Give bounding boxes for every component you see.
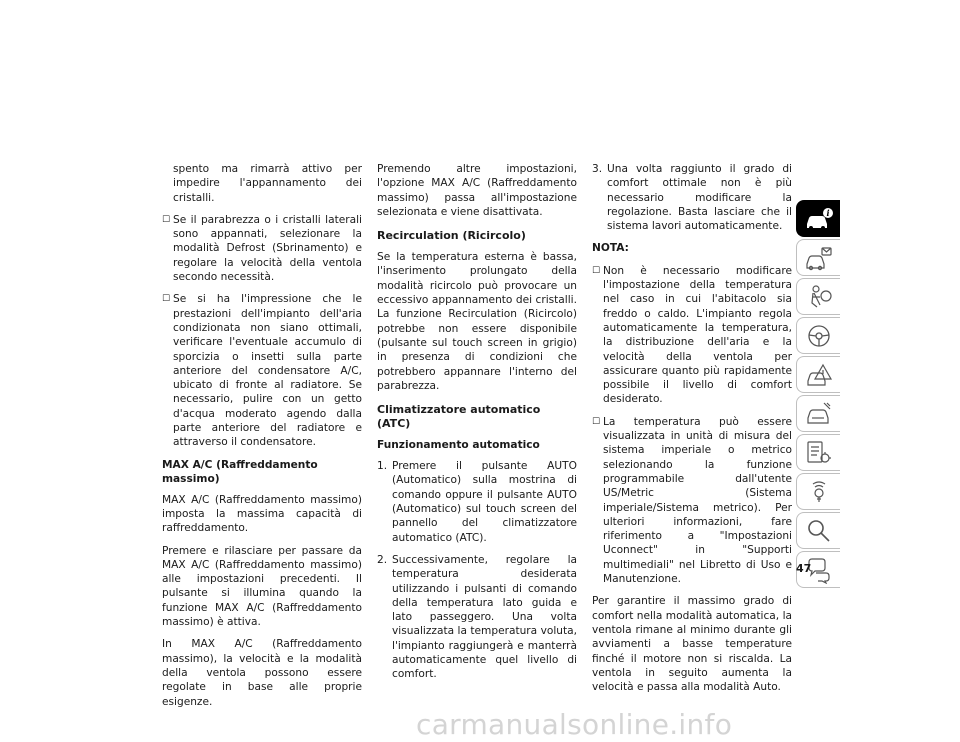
tab-car-service[interactable] xyxy=(796,395,840,432)
section-heading-max-ac: MAX A/C (Raffreddamento massimo) xyxy=(162,458,318,485)
paragraph-continuation: spento ma rimarrà attivo per impedire l'appannamento dei cristalli. xyxy=(173,163,362,204)
tab-multimedia[interactable] xyxy=(796,473,840,510)
text-column-3 xyxy=(592,162,792,702)
tab-car-key[interactable] xyxy=(796,239,840,276)
tab-seatbelt-airbag[interactable] xyxy=(796,278,840,315)
checkbox-bullet-icon: ☐ xyxy=(162,214,171,225)
numbered-step xyxy=(377,553,577,682)
paragraph: Se la temperatura esterna è bassa, l'inserimento prolungato della modalità ricircolo può provocare un eccessivo appannamento dei cristalli. La funzione Recirculation (Ricircolo) potrebbe non essere disponibile (pulsante sul touch screen in grigio) in presenza di condizioni che potrebbero appannare l'interno del parabrezza. xyxy=(377,251,577,392)
step-number: 1. xyxy=(377,460,388,473)
tab-specifications[interactable] xyxy=(796,434,840,471)
car-info-icon xyxy=(804,205,834,233)
bullet-item xyxy=(592,264,792,407)
car-warning-icon xyxy=(804,361,834,389)
bullet-item xyxy=(162,292,362,449)
bullet-text: La temperatura può essere visualizzata in unità di misura del sistema imperiale o metrico selezionando la funzione programmabile dall'utente US/Metric (Sistema imperiale/Sistema metrico). Per ulteriori informazioni, fare riferimento a "Impostazioni Uconnect" in "Supporti multimediali" nel Libretto di Uso e Manutenzione. xyxy=(603,415,792,586)
svg-text:i: i xyxy=(826,208,830,218)
step-number: 3. xyxy=(592,163,603,175)
bullet-item xyxy=(162,213,362,284)
checkbox-bullet-icon: ☐ xyxy=(592,265,601,276)
step-text: Successivamente, regolare la temperatura desiderata utilizzando i pulsanti di comando della temperatura lato guida e lato passeggero. Una volta visualizzata la temperatura voluta, l'impianto raggiungerà e manterrà automaticamente quel livello di comfort. xyxy=(392,553,577,681)
numbered-step xyxy=(377,459,577,545)
text-column-2 xyxy=(377,162,577,690)
step-number: 2. xyxy=(377,553,388,566)
paragraph: Premendo altre impostazioni, l'opzione MAX A/C (Raffreddamento massimo) passa all'impostazione selezionata e viene disattivata. xyxy=(377,163,577,218)
seatbelt-airbag-icon xyxy=(804,283,834,311)
steering-wheel-icon xyxy=(804,322,834,350)
search-icon xyxy=(804,517,834,545)
tab-car-info[interactable] xyxy=(796,200,840,237)
car-service-icon xyxy=(804,400,834,428)
paragraph: Premere e rilasciare per passare da MAX A/C (Raffreddamento massimo) alle impostazioni precedenti. Il pulsante si illumina quando la funzione MAX A/C (Raffreddamento massimo) è attiva. xyxy=(162,544,362,629)
subheading-automatic-operation: Funzionamento automatico xyxy=(377,439,540,452)
car-key-icon xyxy=(804,244,834,272)
note-label: NOTA: xyxy=(592,242,629,255)
checkbox-bullet-icon: ☐ xyxy=(162,294,171,305)
tab-car-warning[interactable] xyxy=(796,356,840,393)
step-text: Premere il pulsante AUTO (Automatico) sulla mostrina di comando oppure il pulsante AUTO (Automatico) sul touch screen del pannello del climatizzatore automatico (ATC). xyxy=(392,460,577,544)
paragraph: MAX A/C (Raffreddamento massimo) imposta la massima capacità di raffreddamento. xyxy=(162,493,362,535)
numbered-step xyxy=(592,162,792,233)
bullet-text: Se si ha l'impressione che le prestazioni dell'impianto dell'aria condizionata non siano ottimali, verificare l'eventuale accumulo di sporcizia o insetti sulla parte anteriore del condensatore A/C, ubicato di fronte al radiatore. Se necessario, pulire con un getto d'acqua moderato agendo dalla parte anteriore del radiatore e attraverso il condensatore. xyxy=(173,293,362,449)
bullet-text: Se il parabrezza o i cristalli laterali sono appannati, selezionare la modalità Defrost (Sbrinamento) e regolare la velocità della ventola secondo necessità. xyxy=(173,213,362,284)
chapter-tabs xyxy=(796,200,840,590)
step-text: Una volta raggiunto il grado di comfort ottimale non è più necessario modificare la regolazione. Basta lasciare che il sistema lavori automaticamente. xyxy=(607,163,792,233)
bullet-text: Non è necessario modificare l'impostazione della temperatura nel caso in cui l'abitacolo sia freddo o caldo. L'impianto regola automaticamente la temperatura, la distribuzione dell'aria e la velocità della ventola per assicurare quanto più rapidamente possibile il livello di comfort desiderato. xyxy=(603,264,792,406)
paragraph: Per garantire il massimo grado di comfort nella modalità automatica, la ventola rimane al minimo durante gli avviamenti a basse temperature finché il motore non si riscalda. La ventola in seguito aumenta la velocità e passa alla modalità Auto. xyxy=(592,595,792,694)
page-number: 47 xyxy=(796,562,812,575)
tab-steering-wheel[interactable] xyxy=(796,317,840,354)
specifications-icon xyxy=(804,439,834,467)
multimedia-icon xyxy=(804,478,834,506)
paragraph: In MAX A/C (Raffreddamento massimo), la velocità e la modalità della ventola possono essere regolate in base alle proprie esigenze. xyxy=(162,638,362,708)
checkbox-bullet-icon: ☐ xyxy=(592,416,601,427)
section-heading-recirculation: Recirculation (Ricircolo) xyxy=(377,229,526,243)
watermark: carmanualsonline.info xyxy=(416,708,733,741)
text-column-1 xyxy=(162,162,362,717)
tab-search[interactable] xyxy=(796,512,840,549)
section-heading-atc: Climatizzatore automatico (ATC) xyxy=(377,403,541,431)
bullet-item xyxy=(592,415,792,587)
